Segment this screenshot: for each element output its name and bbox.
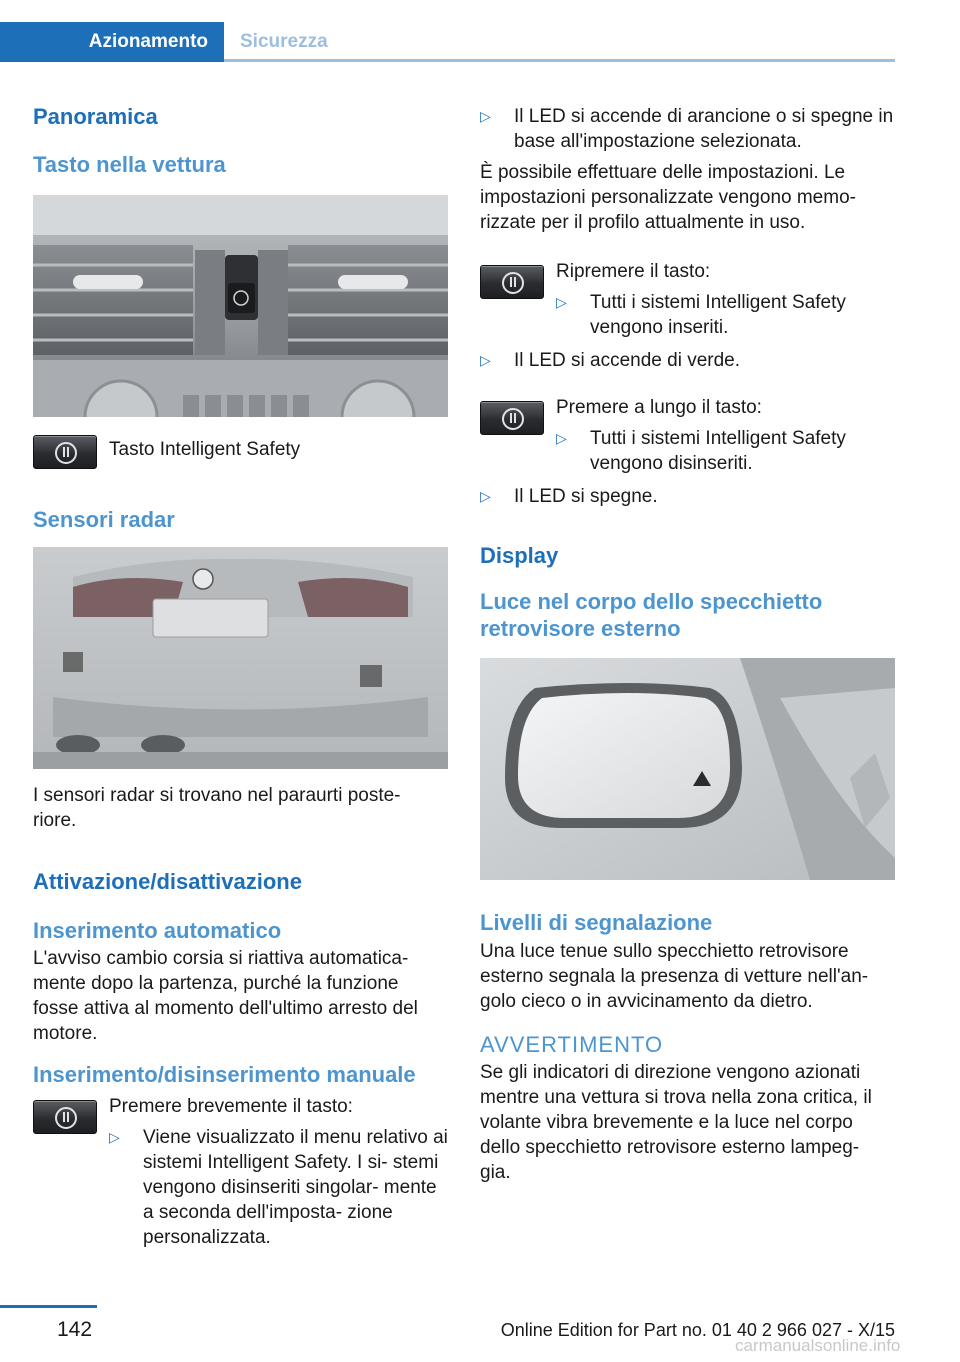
led-verde-text: Il LED si accende di verde. [514, 350, 741, 371]
heading-inserimento-automatico: Inserimento automatico [33, 917, 282, 943]
triangle-bullet-icon: ▷ [480, 488, 491, 504]
heading-attivazione: Attivazione/disattivazione [33, 869, 302, 895]
side-mirror-photo [480, 658, 895, 880]
manuale-bullet-text: Viene visualizzato il menu relativo ai sistemi Intelligent Safety. I si‐ stemi vengono disinseriti singolar‐ mente a seconda dell'imposta‐ zione personalizzata. [143, 1127, 448, 1249]
heading-display: Display [480, 543, 559, 568]
tasto-caption-row [33, 435, 448, 469]
triangle-bullet-icon: ▷ [109, 1129, 120, 1146]
dashboard-button-photo [33, 195, 448, 417]
page-header [0, 0, 895, 62]
tab-azionamento[interactable]: Azionamento [0, 22, 224, 62]
led-arancione-text: Il LED si accende di arancione o si spegne in base all'impostazione selezionata. [514, 106, 894, 152]
heading-sensori-radar: Sensori radar [33, 506, 175, 532]
manuale-intro: Premere brevemente il tasto: [109, 1096, 353, 1118]
heading-livelli-segnalazione: Livelli di segnalazione [480, 910, 713, 936]
triangle-bullet-icon: ▷ [480, 108, 491, 124]
premere-lungo-label: Premere a lungo il tasto: [556, 397, 762, 418]
edition-text: Online Edition for Part no. 01 40 2 966 027 - X/15 [500, 1320, 895, 1340]
rear-bumper-photo [33, 547, 448, 769]
heading-tasto-vettura: Tasto nella vettura [33, 152, 226, 178]
bullet-inseriti [556, 290, 895, 340]
ripremere-label: Ripremere il tasto: [556, 261, 711, 282]
bullet-disinseriti [556, 426, 895, 476]
bullet-led-spegne [480, 484, 895, 509]
sensori-description: I sensori radar si trovano nel paraurti poste‐ riore. [33, 785, 401, 832]
header-divider [224, 59, 895, 62]
triangle-bullet-icon: ▷ [556, 294, 567, 310]
livelli-description: Una luce tenue sullo specchietto retrovisore esterno segnala la presenza di vetture nell'an‐ golo cieco o in avvicinamento da dietro. [480, 940, 869, 1012]
inseriti-text: Tutti i sistemi Intelligent Safety vengono inseriti. [590, 292, 846, 338]
footer-divider [0, 1305, 97, 1308]
intelligent-safety-button-icon [33, 435, 97, 469]
avvertimento-description: Se gli indicatori di direzione vengono azionati mentre una vettura si trova nella zona critica, il volante vibra brevemente e la luce nel corpo dello specchietto retrovisore esterno lampeg‐ gia. [480, 1061, 872, 1183]
heading-inserimento-manuale: Inserimento/disinserimento manuale [33, 1061, 416, 1087]
bullet-led-verde [480, 348, 895, 373]
impostazioni-description: È possibile effettuare delle impostazioni. Le impostazioni personalizzate vengono memo‐ rizzate per il profilo attualmente in uso. [480, 162, 856, 233]
triangle-bullet-icon: ▷ [556, 430, 567, 446]
left-column [33, 96, 448, 1250]
watermark-text: carmanualsonline.info [735, 1336, 901, 1355]
premere-lungo-row [480, 395, 895, 476]
heading-panoramica: Panoramica [33, 104, 158, 129]
tab-sicurezza[interactable]: Sicurezza [240, 31, 328, 52]
tasto-caption: Tasto Intelligent Safety [109, 438, 301, 460]
triangle-bullet-icon: ▷ [480, 352, 491, 368]
manuale-row [33, 1094, 448, 1250]
ripremere-row [480, 259, 895, 340]
right-column [480, 96, 895, 1185]
intelligent-safety-button-icon [33, 1100, 97, 1134]
intelligent-safety-button-icon [480, 401, 544, 435]
led-spegne-text: Il LED si spegne. [514, 486, 658, 507]
intelligent-safety-button-icon [480, 265, 544, 299]
page-number: 142 [57, 1318, 93, 1341]
disinseriti-text: Tutti i sistemi Intelligent Safety vengono disinseriti. [590, 428, 846, 474]
bullet-led-arancione [480, 104, 895, 154]
manuale-bullet [109, 1125, 448, 1250]
heading-luce-specchietto: Luce nel corpo dello specchietto retrovisore esterno [480, 589, 823, 641]
heading-avvertimento: AVVERTIMENTO [480, 1031, 664, 1057]
automatico-description: L'avviso cambio corsia si riattiva automatica‐ mente dopo la partenza, purché la funzione fosse attiva al momento dell'ultimo arresto del motore. [33, 947, 418, 1044]
